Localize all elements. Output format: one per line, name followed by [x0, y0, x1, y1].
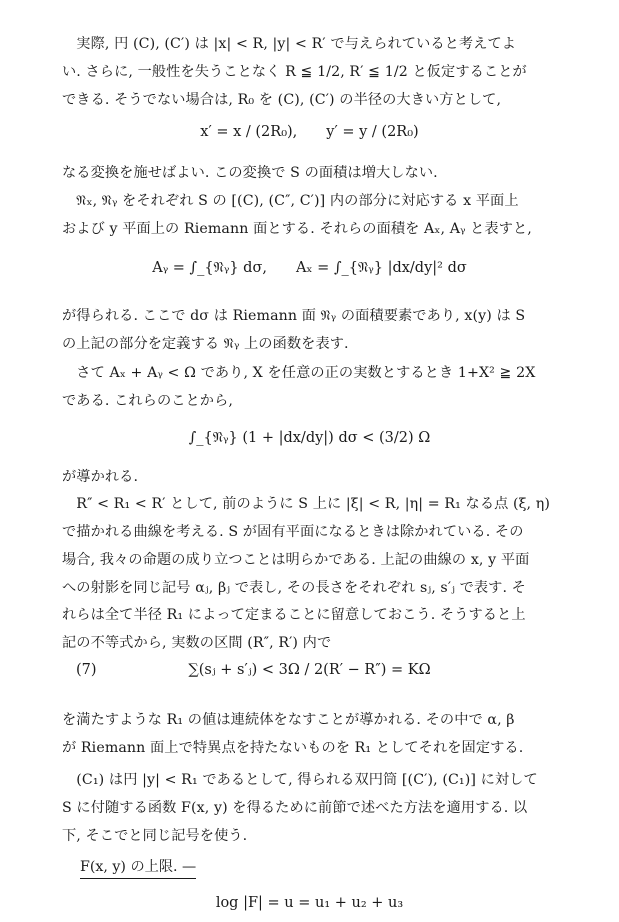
equation-integral-inequality: ∫_{𝔑ᵧ} (1 + |dx/dy|) dσ < (3/2) Ω — [188, 430, 431, 446]
text-line: さて Aₓ + Aᵧ < Ω であり, X を任意の正の実数とするとき 1+X² ≧ 2X — [62, 365, 536, 381]
section-subheading: F(x, y) の上限. — — [80, 857, 196, 879]
text-line: R″ < R₁ < R′ として, 前のように S 上に |ξ| < R, |η| = R₁ なる点 (ξ, η) — [62, 496, 551, 512]
text-line: 𝔑ₓ, 𝔑ᵧ をそれぞれ S の [(C), (C″, C′)] 内の部分に対応する x 平面上 — [62, 193, 519, 209]
equation-length-bound: ∑(sⱼ + s′ⱼ) < 3Ω / 2(R′ − R″) = KΩ — [188, 662, 431, 678]
text-line: で描かれる曲線を考える. S が固有平面になるときは除かれている. その — [62, 524, 524, 540]
text-line: (C₁) は円 |y| < R₁ であるとして, 得られる双円筒 [(C′), (C₁)] に対して — [62, 772, 538, 788]
text-line: が得られる. ここで dσ は Riemann 面 𝔑ᵧ の面積要素であり, x(y) は S — [62, 308, 526, 324]
text-line: S に付随する函数 F(x, y) を得るために前節で述べた方法を適用する. 以 — [62, 800, 528, 816]
text-line: および y 平面上の Riemann 面とする. それらの面積を Aₓ, Aᵧ と表すと, — [62, 221, 532, 237]
text-line: なる変換を施せばよい. この変換で S の面積は増大しない. — [62, 165, 438, 181]
text-line: 下, そこでと同じ記号を使う. — [62, 828, 248, 844]
equation-log-decomposition: log |F| = u = u₁ + u₂ + u₃ — [215, 895, 404, 911]
text-line: 記の不等式から, 実数の区間 (R″, R′) 内で — [62, 635, 332, 651]
text-line: い. さらに, 一般性を失うことなく R ≦ 1/2, R′ ≦ 1/2 と仮定することが — [62, 64, 527, 80]
text-line: への射影を同じ記号 αⱼ, βⱼ で表し, その長さをそれぞれ sⱼ, s′ⱼ で表す. そ — [62, 580, 526, 596]
text-line: 実際, 円 (C), (C′) は |x| < R, |y| < R′ で与えられていると考えてよ — [62, 36, 517, 52]
text-line: 場合, 我々の命題の成り立つことは明らかである. 上記の曲線の x, y 平面 — [62, 552, 530, 568]
text-line: できる. そうでない場合は, R₀ を (C), (C′) の半径の大きい方として, — [62, 92, 502, 108]
text-line: が導かれる. — [62, 469, 139, 485]
text-line: の上記の部分を定義する 𝔑ᵧ 上の函数を表す. — [62, 336, 349, 352]
text-line: を満たすような R₁ の値は連続体をなすことが導かれる. その中で α, β — [62, 712, 515, 728]
text-line: が Riemann 面上で特異点を持たないものを R₁ としてそれを固定する. — [62, 740, 524, 756]
equation-number: (7) — [76, 662, 97, 678]
equation-areas: Aᵧ = ∫_{𝔑ᵧ} dσ, Aₓ = ∫_{𝔑ᵧ} |dx/dy|² dσ — [152, 260, 467, 276]
equation-coordinate-scaling: x′ = x / (2R₀), y′ = y / (2R₀) — [200, 124, 419, 140]
text-line: である. これらのことから, — [62, 393, 233, 409]
text-line: れらは全て半径 R₁ によって定まることに留意しておこう. そうすると上 — [62, 607, 526, 623]
